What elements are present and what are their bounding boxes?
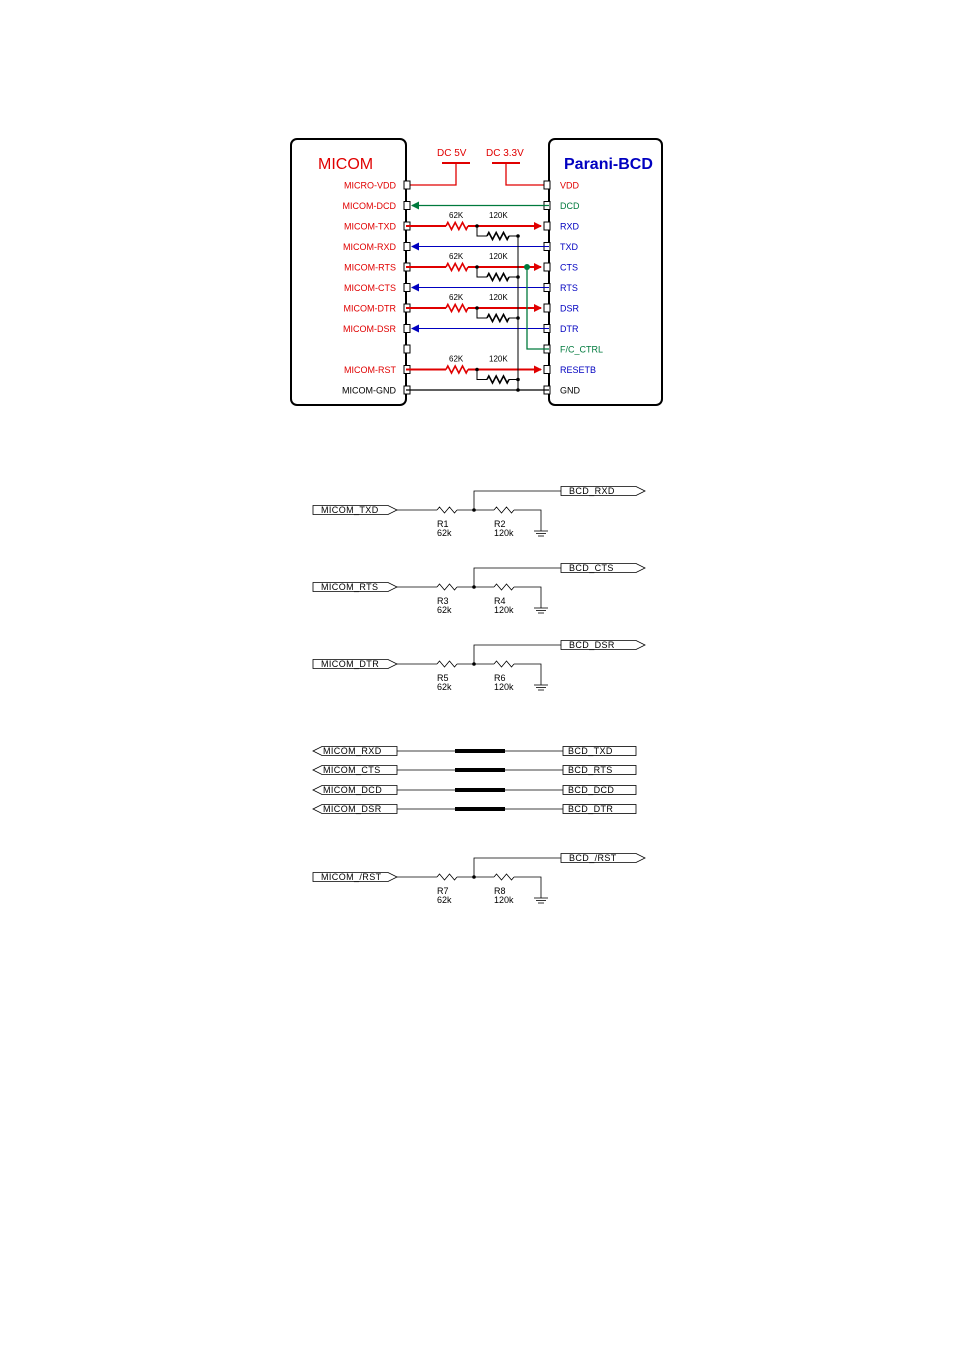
resistor-symbol: [487, 376, 509, 383]
parani-pin-cts: CTS: [560, 262, 578, 273]
rail-5v-label: DC 5V: [437, 148, 467, 159]
resistor-symbol: [446, 223, 468, 230]
micom-pin-micom-rxd: MICOM-RXD: [343, 242, 396, 252]
wire-shunt: [477, 226, 487, 236]
net-micom-dsr: [313, 804, 397, 814]
net-micom-dsr-label: MICOM_DSR: [323, 804, 382, 815]
parani-title: Parani-BCD: [564, 156, 653, 173]
ref-r5: R5: [437, 673, 449, 683]
res-62k-label: 62K: [449, 293, 464, 302]
parani-pin-rxd: RXD: [560, 221, 580, 232]
rail-33v: [486, 148, 549, 185]
micom-pin-box: [404, 202, 410, 210]
net-bcd-dsr: [561, 640, 645, 650]
resistor-symbol: [446, 305, 468, 312]
parani-pin-box: [544, 366, 550, 374]
net-micom-dtr-label: MICOM_DTR: [321, 659, 380, 670]
net-micom-cts: [313, 765, 397, 775]
value-r6: 120k: [494, 682, 514, 692]
parani-pin-box: [544, 181, 550, 189]
ref-r2: R2: [494, 519, 506, 529]
net-bcd-dtr: [563, 804, 636, 814]
net-micom-rxd-label: MICOM_RXD: [323, 746, 382, 757]
micom-title: MICOM: [318, 156, 374, 173]
parani-pin-vdd: VDD: [560, 180, 580, 191]
ground-symbol: [534, 531, 548, 536]
parani-pin-resetb: RESETB: [560, 365, 597, 375]
micom-pin-micom-dtr: MICOM-DTR: [343, 303, 396, 314]
net-bcd-txd-label: BCD_TXD: [568, 746, 613, 757]
wire: [514, 587, 541, 608]
micom-pin-micom-txd: MICOM-TXD: [344, 221, 396, 232]
resistor-symbol: [446, 264, 468, 271]
micom-pin-micom-rts: MICOM-RTS: [344, 262, 396, 273]
res-120k-label: 120K: [489, 211, 508, 220]
micom-pin-micom-dsr: MICOM-DSR: [343, 324, 396, 334]
ground-symbol: [534, 898, 548, 903]
res-120k-label: 120K: [489, 354, 508, 364]
value-r4: 120k: [494, 605, 514, 615]
net-bcd-rts-label: BCD_RTS: [568, 765, 613, 776]
resistor-symbol: [437, 584, 457, 590]
parani-pin-box: [544, 263, 550, 271]
ref-r6: R6: [494, 673, 506, 683]
resistor-symbol: [494, 584, 514, 590]
resistor-symbol: [494, 874, 514, 880]
parani-pin-box: [544, 222, 550, 230]
micom-pin-box: [404, 345, 410, 353]
ref-r3: R3: [437, 596, 449, 606]
micom-pin-micom-rst: MICOM-RST: [344, 365, 396, 375]
wire-shunt: [477, 267, 487, 277]
ref-r1: R1: [437, 519, 449, 529]
parani-pin-dsr: DSR: [560, 303, 580, 314]
net-bcd-dtr-label: BCD_DTR: [568, 804, 614, 815]
net-bcd-cts: [561, 563, 645, 573]
rail-33v-label: DC 3.3V: [486, 148, 524, 159]
resistor-symbol: [487, 315, 509, 322]
parani-pin-dtr: DTR: [560, 324, 579, 334]
net-bcd-dsr-label: BCD_DSR: [569, 640, 615, 651]
net-micom-dtr: [313, 659, 397, 669]
net-bcd-rts: [563, 765, 636, 775]
net-bcd-rxd-label: BCD_RXD: [569, 486, 615, 497]
wire: [474, 645, 561, 664]
value-r5: 62k: [437, 682, 452, 692]
net-micom-dcd-label: MICOM_DCD: [323, 785, 383, 796]
value-r3: 62k: [437, 605, 452, 615]
net-bcd-rst: [561, 853, 645, 863]
resistor-symbol: [487, 233, 509, 240]
res-62k-label: 62K: [449, 252, 464, 261]
parani-pin-dcd: DCD: [560, 201, 580, 211]
micom-pin-micro-vdd: MICRO-VDD: [344, 180, 396, 191]
res-62k-label: 62K: [449, 354, 464, 364]
value-r1: 62k: [437, 528, 452, 538]
wire: [514, 510, 541, 531]
parani-pin-gnd: GND: [560, 385, 580, 396]
net-micom-txd-label: MICOM_TXD: [321, 505, 379, 516]
net-bcd-rst-label: BCD_/RST: [569, 853, 617, 864]
junction-dot: [516, 388, 520, 392]
junction-dot: [524, 264, 530, 270]
rail-5v: [406, 148, 470, 185]
res-120k-label: 120K: [489, 252, 508, 261]
parani-pin-box: [544, 304, 550, 312]
micom-pin-micom-gnd: MICOM-GND: [342, 385, 396, 396]
resistor-symbol: [437, 661, 457, 667]
resistor-symbol: [437, 874, 457, 880]
block-wire-layer: [406, 206, 549, 392]
net-micom-rxd: [313, 746, 397, 756]
ground-symbol: [534, 685, 548, 690]
ref-r4: R4: [494, 596, 506, 606]
ground-symbol: [534, 608, 548, 613]
net-micom-rst-label: MICOM_/RST: [321, 872, 382, 883]
resistor-symbol: [494, 661, 514, 667]
wire-shunt: [477, 308, 487, 318]
resistor-symbol: [487, 274, 509, 281]
value-r2: 120k: [494, 528, 514, 538]
micom-pin-box: [404, 181, 410, 189]
net-bcd-txd: [563, 746, 636, 756]
wire: [474, 858, 561, 877]
block-diagram: [291, 139, 662, 405]
wire: [514, 877, 541, 898]
resistor-symbol: [446, 366, 468, 373]
net-micom-rts: [313, 582, 397, 592]
parani-pin-rts: RTS: [560, 283, 578, 293]
wire-shunt: [477, 370, 487, 380]
net-micom-rst: [313, 872, 397, 882]
schematic: [313, 486, 645, 905]
net-micom-dcd: [313, 785, 397, 795]
net-micom-cts-label: MICOM_CTS: [323, 765, 381, 776]
wire: [474, 568, 561, 587]
res-62k-label: 62K: [449, 211, 464, 220]
net-bcd-dcd-label: BCD_DCD: [568, 785, 615, 796]
res-120k-label: 120K: [489, 293, 508, 302]
micom-pin-box: [404, 284, 410, 292]
micom-pin-micom-dcd: MICOM-DCD: [342, 201, 396, 211]
net-micom-rts-label: MICOM_RTS: [321, 582, 379, 593]
net-bcd-cts-label: BCD_CTS: [569, 563, 614, 574]
ref-r8: R8: [494, 886, 506, 896]
net-micom-txd: [313, 505, 397, 515]
wire: [474, 491, 561, 510]
value-r8: 120k: [494, 895, 514, 905]
value-r7: 62k: [437, 895, 452, 905]
wire: [514, 664, 541, 685]
net-bcd-dcd: [563, 785, 636, 795]
micom-pin-box: [404, 325, 410, 333]
ref-r7: R7: [437, 886, 449, 896]
parani-pin-txd: TXD: [560, 242, 578, 252]
parani-pin-f-c-ctrl: F/C_CTRL: [560, 344, 604, 355]
resistor-symbol: [494, 507, 514, 513]
resistor-symbol: [437, 507, 457, 513]
micom-pin-box: [404, 243, 410, 251]
net-bcd-rxd: [561, 486, 645, 496]
micom-pin-micom-cts: MICOM-CTS: [344, 283, 396, 293]
